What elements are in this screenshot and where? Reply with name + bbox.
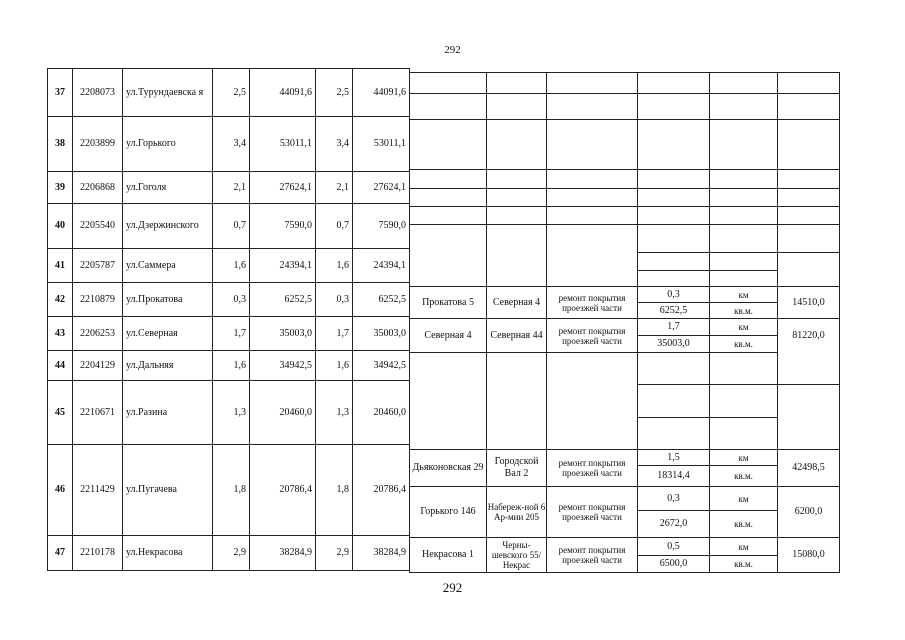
row-46-sum1: 20786,4: [279, 484, 312, 495]
row-39-street: ул.Гоголя: [126, 181, 167, 193]
work-5-area: 6500,0: [659, 558, 688, 569]
row-37-street: ул.Турундаевска я: [126, 86, 204, 98]
row-38-street: ул.Горького: [126, 138, 176, 149]
row-43-number: 43: [55, 327, 65, 339]
work-3-from: Дьяконовская 29: [412, 462, 484, 473]
row-47-sum1: 38284,9: [279, 547, 312, 558]
work-1-from: Прокатова 5: [422, 296, 474, 308]
row-41-street: ул.Саммера: [126, 259, 176, 271]
row-40-len1: 0,7: [233, 220, 246, 231]
row-43-sum1: 35003,0: [279, 327, 312, 339]
row-42-sum2: 6252,5: [378, 293, 406, 305]
row-44-len1: 1,6: [233, 359, 246, 371]
work-1-km: 0,3: [667, 288, 680, 300]
row-44-sum2: 34942,5: [373, 359, 406, 371]
row-42-code: 2210879: [80, 293, 115, 305]
row-37-len1: 2,5: [233, 86, 246, 98]
work-5-total: 15080,0: [792, 549, 825, 560]
work-2-to: Северная 44: [490, 329, 543, 341]
row-46-number: 46: [55, 484, 65, 495]
row-42-len2: 0,3: [336, 293, 349, 305]
work-4-km-unit: км: [738, 493, 749, 504]
row-46-sum2: 20786,4: [373, 484, 406, 495]
work-3-km: 1,5: [667, 451, 680, 463]
row-38-len2: 3,4: [336, 138, 349, 149]
row-39-len1: 2,1: [233, 181, 246, 193]
row-45-street: ул.Разина: [126, 406, 168, 418]
work-1-total: 14510,0: [792, 296, 825, 308]
work-4-type: ремонт покрытия проезжей части: [558, 502, 626, 522]
work-2-area: 35003,0: [657, 338, 690, 349]
row-47-sum2: 38284,9: [373, 547, 406, 558]
row-37-sum2: 44091,6: [373, 86, 406, 98]
row-47-code: 2210178: [80, 547, 115, 558]
work-1-type: ремонт покрытия проезжей части: [558, 292, 626, 313]
row-40-sum1: 7590,0: [284, 220, 312, 231]
row-40-number: 40: [55, 220, 65, 231]
row-38-sum2: 53011,1: [373, 138, 406, 149]
row-47-street: ул.Некрасова: [126, 547, 183, 558]
row-42-len1: 0,3: [233, 293, 246, 305]
row-46-len2: 1,8: [336, 484, 349, 495]
row-37-code: 2208073: [80, 86, 115, 98]
work-5-km: 0,5: [667, 540, 680, 552]
row-38-sum1: 53011,1: [279, 138, 312, 149]
row-46-street: ул.Пугачева: [126, 484, 177, 495]
row-44-number: 44: [55, 359, 65, 371]
work-3-area: 18314,4: [657, 470, 690, 481]
row-40-code: 2205540: [80, 220, 115, 231]
row-37-number: 37: [55, 86, 65, 98]
work-5-area-unit: кв.м.: [734, 559, 753, 569]
row-38-number: 38: [55, 138, 65, 149]
row-40-street: ул.Дзержинского: [126, 220, 199, 231]
row-41-len1: 1,6: [233, 259, 246, 271]
row-45-len2: 1,3: [336, 406, 349, 418]
work-1-area-unit: кв.м.: [734, 305, 753, 316]
work-2-total: 81220,0: [792, 329, 825, 341]
work-3-km-unit: км: [738, 452, 749, 463]
row-44-sum1: 34942,5: [279, 359, 312, 371]
work-5-km-unit: км: [738, 541, 749, 552]
row-37-len2: 2,5: [336, 86, 349, 98]
row-45-number: 45: [55, 406, 65, 418]
page-number-bottom: 292: [442, 580, 463, 595]
work-4-to: Набереж-ной 6 Ар-мии 205: [487, 502, 546, 522]
row-47-len1: 2,9: [233, 547, 246, 558]
row-41-sum2: 24394,1: [373, 259, 406, 271]
row-41-number: 41: [55, 259, 65, 271]
row-43-len1: 1,7: [233, 327, 246, 339]
work-4-from: Горького 146: [420, 506, 476, 517]
row-41-sum1: 24394,1: [279, 259, 312, 271]
row-43-street: ул.Северная: [126, 327, 178, 339]
work-2-km-unit: км: [738, 322, 749, 332]
work-4-area: 2672,0: [659, 518, 688, 529]
work-4-total: 6200,0: [794, 506, 823, 517]
work-5-from: Некрасова 1: [422, 549, 474, 560]
row-47-number: 47: [55, 547, 65, 558]
work-2-area-unit: кв.м.: [734, 339, 753, 349]
row-39-number: 39: [55, 181, 65, 193]
work-3-total: 42498,5: [792, 462, 825, 473]
row-39-code: 2206868: [80, 181, 115, 193]
row-43-sum2: 35003,0: [373, 327, 406, 339]
row-42-street: ул.Прокатова: [126, 293, 183, 305]
work-3-area-unit: кв.м.: [734, 471, 753, 481]
work-3-to: Городской Вал 2: [494, 456, 539, 479]
row-43-code: 2206253: [80, 327, 115, 339]
work-5-type: ремонт покрытия проезжей части: [558, 545, 626, 565]
work-2-type: ремонт покрытия проезжей части: [558, 325, 626, 346]
row-42-sum1: 6252,5: [284, 293, 312, 305]
row-44-code: 2204129: [80, 359, 115, 371]
row-41-len2: 1,6: [336, 259, 349, 271]
row-39-sum1: 27624,1: [279, 181, 312, 193]
row-42-number: 42: [55, 293, 65, 305]
work-1-to: Северная 4: [492, 296, 541, 308]
work-1-km-unit: км: [738, 289, 749, 300]
row-39-len2: 2,1: [336, 181, 349, 193]
row-39-sum2: 27624,1: [373, 181, 406, 193]
work-2-from: Северная 4: [424, 329, 472, 341]
row-45-len1: 1,3: [233, 406, 246, 418]
row-45-sum1: 20460,0: [279, 406, 312, 418]
row-46-code: 2211429: [80, 484, 115, 495]
row-44-len2: 1,6: [336, 359, 349, 371]
work-5-to: Черны-шевского 55/Некрас: [491, 540, 542, 570]
row-46-len1: 1,8: [233, 484, 246, 495]
row-43-len2: 1,7: [336, 327, 349, 339]
row-45-code: 2210671: [80, 406, 115, 418]
row-40-sum2: 7590,0: [378, 220, 406, 231]
work-4-km: 0,3: [667, 492, 680, 504]
row-38-len1: 3,4: [233, 138, 246, 149]
work-4-area-unit: кв.м.: [734, 519, 753, 529]
row-37-sum1: 44091,6: [279, 86, 312, 98]
row-44-street: ул.Дальняя: [126, 359, 174, 371]
row-41-code: 2205787: [80, 259, 115, 271]
row-40-len2: 0,7: [336, 220, 349, 231]
row-47-len2: 2,9: [336, 547, 349, 558]
row-45-sum2: 20460,0: [373, 406, 406, 418]
page-number-top: 292: [444, 44, 461, 56]
row-38-code: 2203899: [80, 138, 115, 149]
work-3-type: ремонт покрытия проезжей части: [558, 458, 626, 478]
work-1-area: 6252,5: [659, 304, 688, 316]
work-2-km: 1,7: [667, 321, 680, 332]
